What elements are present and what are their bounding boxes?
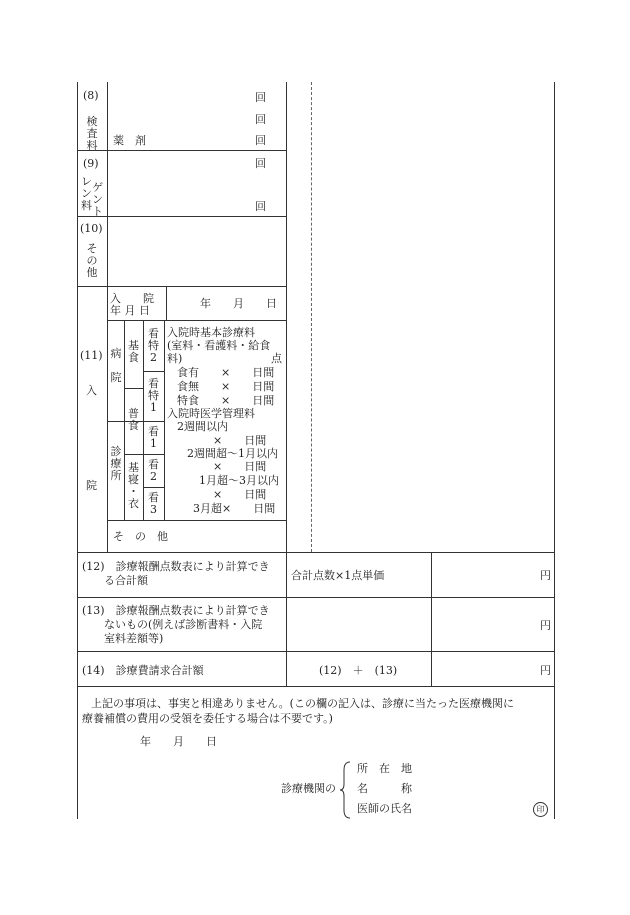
address-label: 所 在 地 bbox=[357, 762, 412, 775]
item13-label3: 室料差額等) bbox=[104, 632, 164, 645]
summary-bottom bbox=[77, 686, 555, 687]
times-days-3: × 日間 bbox=[213, 488, 267, 501]
sub-col-c bbox=[164, 320, 165, 520]
declaration-date: 年 月 日 bbox=[140, 735, 217, 748]
kan3-label: 看 3 bbox=[148, 491, 159, 516]
kan2-label: 看 2 bbox=[148, 458, 159, 483]
item11-other: そ の 他 bbox=[113, 530, 168, 543]
declaration-line2: 療養補償の費用の受領を委任する場合は不要です。) bbox=[82, 712, 333, 725]
sub-col-a bbox=[124, 320, 125, 520]
item13-yen: 円 bbox=[540, 619, 551, 632]
kihon-shinshin-label: 基 寝 ・ 衣 bbox=[128, 461, 139, 510]
kan-toku2-label: 看 特 2 bbox=[148, 327, 159, 364]
brace-icon bbox=[338, 760, 352, 820]
item8-kai-2: 回 bbox=[255, 113, 266, 126]
col1-divider bbox=[107, 82, 108, 552]
item9-title-right: ゲ ン ト bbox=[92, 181, 103, 218]
item8-title: 検 査 料 bbox=[86, 115, 98, 152]
item11-number: (11) bbox=[80, 349, 103, 362]
basic-fee-title: 入院時基本診療料 bbox=[167, 326, 255, 339]
meal-no: 食無 × 日間 bbox=[177, 380, 275, 393]
admission-date-divider bbox=[166, 286, 167, 320]
name-label: 名 称 bbox=[357, 782, 412, 795]
item12-label2: る合計額 bbox=[104, 574, 148, 587]
col2-divider bbox=[286, 82, 287, 552]
item12-calc: 合計点数×1点単価 bbox=[291, 569, 385, 582]
item8-kai-1: 回 bbox=[255, 91, 266, 104]
item9-kai-2: 回 bbox=[255, 200, 266, 213]
item11-title-top: 入 bbox=[86, 384, 97, 397]
times-days-2: × 日間 bbox=[213, 460, 267, 473]
over-2-weeks: 2週間超〜1月以内 bbox=[187, 447, 278, 460]
summary-col-a bbox=[286, 552, 287, 686]
item8-kai-3: 回 bbox=[255, 134, 266, 147]
dashed-divider bbox=[311, 82, 312, 552]
institution-label: 診療機関の bbox=[281, 782, 336, 795]
doctor-label: 医師の氏名 bbox=[357, 802, 412, 815]
basic-fee-line2: (室料・看護料・給食 bbox=[167, 339, 271, 352]
item12-yen: 円 bbox=[540, 569, 551, 582]
item14-calc: (12) ＋ (13) bbox=[319, 664, 398, 677]
item9-title-left: レ ン 料 bbox=[81, 175, 92, 212]
basic-fee-pt: 点 bbox=[271, 352, 282, 365]
futsu-shoku-label: 普 食 bbox=[128, 407, 139, 432]
clinic-label: 診 療 所 bbox=[110, 445, 122, 482]
admission-date: 年 月 日 bbox=[200, 297, 277, 310]
item9-number: (9) bbox=[83, 157, 99, 170]
row-sep-10-11 bbox=[77, 286, 287, 287]
item10-title: そ の 他 bbox=[86, 242, 98, 279]
admission-date-label: 入 院 年 月 日 bbox=[110, 292, 154, 317]
kan1-label: 看 1 bbox=[148, 425, 159, 450]
item14-label: (14) 診療費請求合計額 bbox=[82, 664, 204, 677]
kihon-futsu-sep bbox=[124, 388, 144, 389]
over-3-months: 3月超× 日間 bbox=[193, 502, 276, 515]
futsu-kihon-sep bbox=[124, 454, 144, 455]
kan-sep-3 bbox=[143, 454, 165, 455]
item14-yen: 円 bbox=[540, 664, 551, 677]
kan-sep-1 bbox=[143, 371, 165, 372]
summary-row-12-13 bbox=[77, 597, 555, 598]
item13-label2: ないもの(例えば診断書料・入院 bbox=[104, 618, 263, 631]
summary-top bbox=[77, 552, 555, 553]
meal-yes: 食有 × 日間 bbox=[177, 366, 275, 379]
seal-icon: 印 bbox=[533, 802, 548, 817]
item11-title-bottom: 院 bbox=[86, 479, 97, 492]
item8-drug-label: 薬 剤 bbox=[113, 134, 146, 147]
item13-label: (13) 診療報酬点数表により計算でき bbox=[82, 604, 270, 617]
row-sep-9-10 bbox=[77, 216, 287, 217]
admission-date-bottom bbox=[107, 320, 287, 321]
kan-toku1-label: 看 特 1 bbox=[148, 377, 159, 414]
summary-col-b bbox=[431, 552, 432, 686]
right-border bbox=[554, 82, 555, 819]
kihon-shoku-label: 基 食 bbox=[128, 339, 139, 364]
hospital-label: 病 院 bbox=[110, 347, 122, 384]
basic-fee-line3: 料) bbox=[167, 352, 183, 365]
kan-sep-2 bbox=[143, 421, 165, 422]
over-1-month: 1月超〜3月以内 bbox=[199, 474, 279, 487]
item9-kai-1: 回 bbox=[255, 157, 266, 170]
special-meal: 特食 × 日間 bbox=[177, 394, 275, 407]
item12-label: (12) 診療報酬点数表により計算でき bbox=[82, 560, 270, 573]
times-days-1: × 日間 bbox=[213, 434, 267, 447]
summary-row-13-14 bbox=[77, 651, 555, 652]
other-top bbox=[107, 520, 287, 521]
sub-col-b bbox=[143, 320, 144, 520]
declaration-line1: 上記の事項は、事実と相違ありません。(この欄の記入は、診療に当たった医療機関に bbox=[91, 697, 514, 710]
two-weeks: 2週間以内 bbox=[177, 420, 228, 433]
item8-number: (8) bbox=[83, 89, 99, 102]
left-border bbox=[77, 82, 78, 819]
row-sep-8-9 bbox=[77, 150, 287, 151]
mgmt-fee: 入院時医学管理料 bbox=[167, 407, 255, 420]
kan-sep-4 bbox=[143, 487, 165, 488]
item10-number: (10) bbox=[80, 222, 103, 235]
